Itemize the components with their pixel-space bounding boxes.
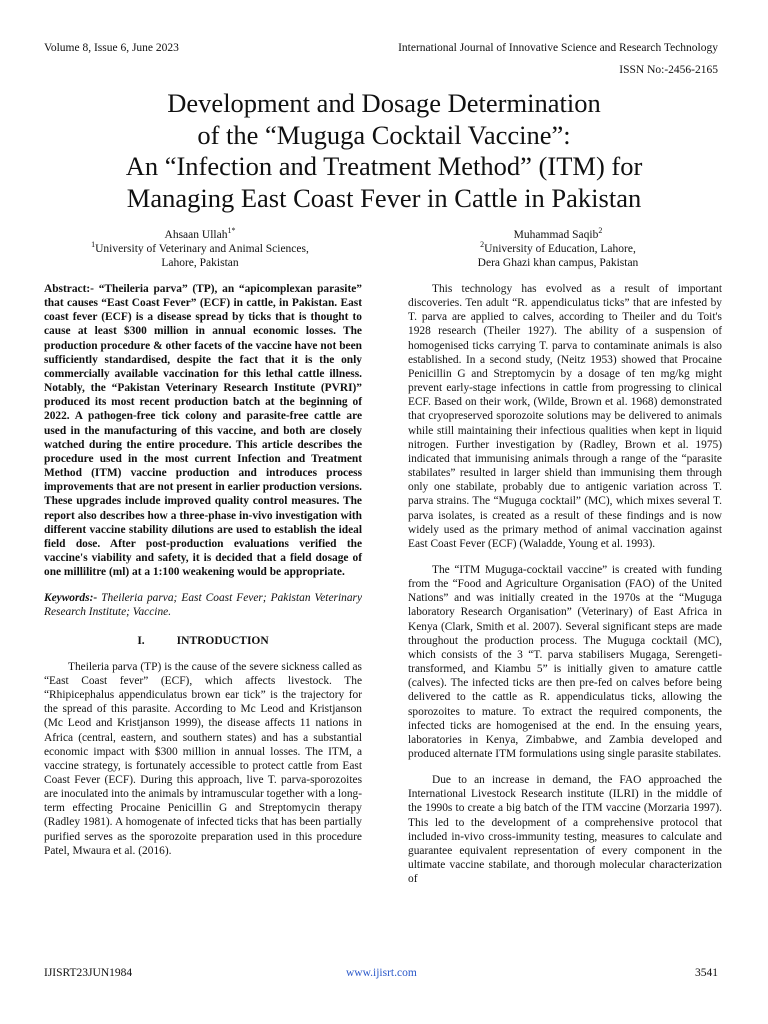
title-line-3: An “Infection and Treatment Method” (ITM) for xyxy=(125,151,643,181)
footer-paper-id: IJISRT23JUN1984 xyxy=(44,967,133,979)
author-superscript: 1* xyxy=(227,226,236,236)
author-block-2 xyxy=(408,228,708,270)
abstract xyxy=(44,282,362,579)
keywords-text: Theileria parva; East Coast Fever; Pakistan Veterinary Research Institute; Vaccine. xyxy=(44,592,362,619)
header-volume: Volume 8, Issue 6, June 2023 xyxy=(44,42,179,54)
author-affiliation: University of Education, Lahore, xyxy=(484,243,636,255)
author-name: Ahsaan Ullah xyxy=(164,229,228,241)
title-line-2: of the “Muguga Cocktail Vaccine”: xyxy=(197,119,571,150)
affiliation-superscript: 2 xyxy=(480,240,485,250)
header-issn: ISSN No:-2456-2165 xyxy=(619,64,718,76)
body-paragraph: This technology has evolved as a result of important discoveries. Ten adult “R. appendiculatus ticks” that are infested by T. parva are applied to calves, according to Theiler and du Toit's 1928 research (Theiler 1927). The ability of a suspension of homogenised ticks carrying T. parva to contaminate animals is also established. In a second study, (Neitz 1953) showed that Procaine Penicillin G and Streptomycin by a dosage of ten mg/kg might prevent early-stage infections in cattle from progressing to clinical ECF. Based on their work, (Wilde, Brown et al. 1968) demonstrated that cryopreserved sporozoite solutions may be delivered to animals while still maintaining their infectious qualities when kept in liquid nitrogen. Further investigation by (Radley, Brown et al. 1975) indicated that immunising animals through a range of the “parasite stabilates” resulted in larger shield than immunising them through only one stabilate, probably due to antigenic variation across T. parva strains. The “Muguga cocktail” (MC), which mixes several T. parva isolates, is created as a result of these findings and is now widely used as the primary method of animal vaccination against East Coast Fever (ECF) (Waladde, Young et al. 1993). xyxy=(408,283,722,550)
abstract-text: “Theileria parva” (TP), an “apicomplexan parasite” that causes “East Coast Fever” (ECF) in cattle, in Pakistan. East coast fever (ECF) is a disease spread by ticks that is thought to cause at least $300 million in annual economic losses. The production procedure & other facets of the vaccine have not been sufficiently standardised, despite the fact that it is the only commercially available vaccination for this lethal cattle illness. Notably, the “Pakistan Veterinary Research Institute (PVRI)” produced its most recent production batch at the beginning of 2022. A pathogen-free tick colony and parasite-free cattle are used in the manufacturing of this vaccine, and both are closely watched during the entire procedure. This article describes the procedure used in the most current Infection and Treatment Method (ITM) vaccine production and introduces process improvements that are not present in earlier production versions. These upgrades include improved quality control measures. The report also describes how a three-phase in-vivo investigation with different vaccine stability dilutions are used to establish the ideal field dose. After post-production evaluations verified the vaccine's viability and safety, it is decided that a field dosage of one millilitre (ml) at a 1:100 weakening would be appropriate. xyxy=(44,283,362,579)
author-affiliation: University of Veterinary and Animal Sciences, xyxy=(95,243,309,255)
author-name: Muhammad Saqib xyxy=(513,229,599,241)
left-column xyxy=(44,282,362,870)
keywords-label: Keywords:- xyxy=(44,592,98,605)
title-line-1: Development and Dosage Determination xyxy=(167,88,601,118)
body-paragraph: The “ITM Muguga-cocktail vaccine” is created with funding from the “Food and Agriculture Organisation (FAO) of the United Nations” and was initially created in the 1970s at the “Muguga laboratory Research Organisation” (Veterinary) of East Africa in Kenya (Clark, Smith et al. 2007). Several significant steps are made throughout the production process. The Muguga cocktail (MC), which consists of the 3 “T. parva stabilisers Mugaga, Serengeti-transformed, and Kiambu 5” is initially given to amature cattle (calves). The infected ticks are then pre-fed on calves before being delivered to the cattle as R. appendiculatus ticks, allowing the sporozoites to mature. To extract the required components, the infected ticks are homogenised at the end. In the ensuing years, laboratories in Kenya, Zimbabwe, and Zambia developed and produced alternate ITM formulations using single parasite stabilates. xyxy=(408,563,722,760)
abstract-label: Abstract:- xyxy=(44,283,94,295)
footer-page-number: 3541 xyxy=(695,967,718,979)
intro-paragraph: Theileria parva (TP) is the cause of the severe sickness called as “East Coast fever” (ECF), which affects livestock. The “Rhipicephalus appendiculatus brown ear tick” is the trajectory for the spread of this parasite. According to Mc Leod and Kristjanson (Mc Leod and Kristjanson 1999), the disease affects 11 nations in Africa (central, eastern, and southern states) and has a substantial economic impact with $300 million in annual losses. The ITM, a vaccine strategy, is fortunately accessible to protect cattle from East Coast Fever (ECF). During this approach, live T. parva-sporozoites are inoculated into the animals by intramuscular together with a long-term effecting Procaine Penicillin G and Streptomycin therapy (Radley 1981). A homogenate of infected ticks that has been partially purified serves as the sporozoite preparation used in this procedure Patel, Mwaura et al. (2016). xyxy=(44,660,362,857)
footer-website-link[interactable]: www.ijisrt.com xyxy=(346,967,417,979)
author-block-1 xyxy=(60,228,340,270)
body-paragraph: Due to an increase in demand, the FAO approached the International Livestock Research institute (ILRI) in the middle of the 1990s to create a big batch of the ITM vaccine (Morzaria 1997). This led to the development of a comprehensive protocol that included in-vivo cross-immunity testing, measures to calculate and guarantee equivalent representation of every component in the ultimate vaccine stabilate, and thorough molecular characterization of xyxy=(408,774,722,886)
section-title: INTRODUCTION xyxy=(176,634,269,647)
right-column xyxy=(408,282,722,898)
author-affiliation-location: Lahore, Pakistan xyxy=(161,257,239,269)
author-affiliation-location: Dera Ghazi khan campus, Pakistan xyxy=(477,257,639,269)
header-journal-name: International Journal of Innovative Science and Research Technology xyxy=(398,42,718,54)
section-number: I. xyxy=(137,634,145,647)
paper-title xyxy=(40,88,728,214)
title-line-4: Managing East Coast Fever in Cattle in Pakistan xyxy=(126,182,642,213)
author-superscript: 2 xyxy=(598,226,603,236)
section-heading xyxy=(44,634,362,648)
affiliation-superscript: 1 xyxy=(91,240,96,250)
keywords xyxy=(44,591,362,619)
